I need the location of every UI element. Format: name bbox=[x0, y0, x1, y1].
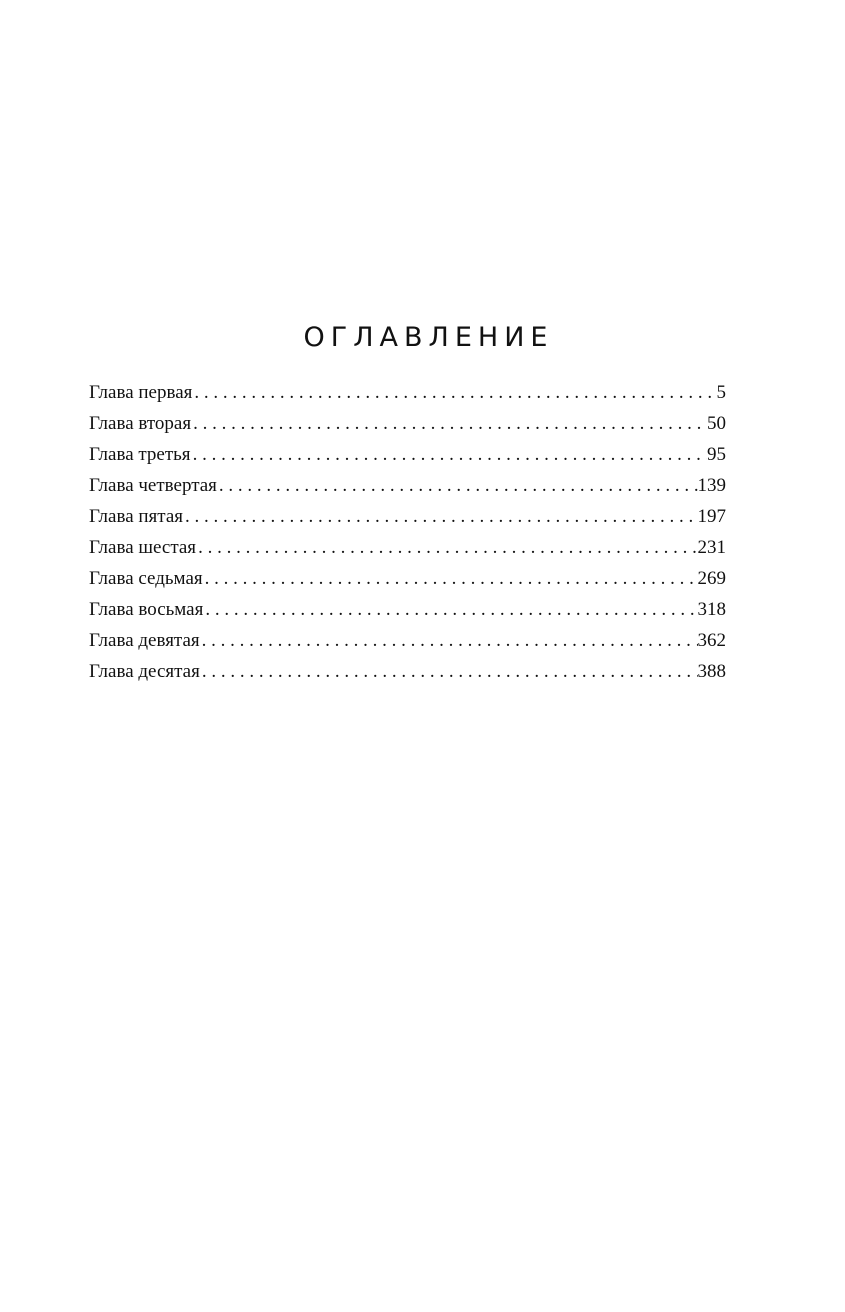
toc-entry-1 bbox=[89, 377, 726, 408]
toc-entry-5 bbox=[89, 501, 726, 532]
toc-entry-6 bbox=[89, 532, 726, 563]
toc-entry-label: Глава шестая bbox=[89, 532, 196, 563]
toc-entry-page: 5 bbox=[717, 377, 727, 408]
dot-leader bbox=[192, 377, 716, 408]
toc-entry-page: 269 bbox=[698, 563, 727, 594]
toc-entry-3 bbox=[89, 439, 726, 470]
toc-entry-label: Глава третья bbox=[89, 439, 191, 470]
toc-entry-label: Глава пятая bbox=[89, 501, 183, 532]
toc-entry-label: Глава девятая bbox=[89, 625, 200, 656]
toc-entry-page: 388 bbox=[698, 656, 727, 687]
dot-leader bbox=[200, 656, 698, 687]
dot-leader bbox=[191, 439, 707, 470]
dot-leader bbox=[200, 625, 698, 656]
toc-entry-10 bbox=[89, 656, 726, 687]
toc-entry-label: Глава четвертая bbox=[89, 470, 217, 501]
toc-entry-page: 318 bbox=[698, 594, 727, 625]
toc-entry-page: 95 bbox=[707, 439, 726, 470]
dot-leader bbox=[191, 408, 707, 439]
toc-entry-label: Глава вторая bbox=[89, 408, 191, 439]
toc-entry-page: 231 bbox=[698, 532, 727, 563]
toc-entry-8 bbox=[89, 594, 726, 625]
dot-leader bbox=[203, 594, 697, 625]
toc-entry-label: Глава первая bbox=[89, 377, 192, 408]
toc-entry-9 bbox=[89, 625, 726, 656]
toc-entry-2 bbox=[89, 408, 726, 439]
toc-entry-page: 362 bbox=[698, 625, 727, 656]
toc-entry-4 bbox=[89, 470, 726, 501]
toc-entry-label: Глава восьмая bbox=[89, 594, 203, 625]
dot-leader bbox=[196, 532, 697, 563]
dot-leader bbox=[183, 501, 698, 532]
toc-entry-7 bbox=[89, 563, 726, 594]
toc-list bbox=[89, 377, 726, 687]
toc-entry-page: 197 bbox=[698, 501, 727, 532]
page-title: ОГЛАВЛЕНИЕ bbox=[303, 322, 554, 353]
toc-entry-label: Глава десятая bbox=[89, 656, 200, 687]
toc-entry-page: 139 bbox=[698, 470, 727, 501]
dot-leader bbox=[217, 470, 698, 501]
toc-entry-label: Глава седьмая bbox=[89, 563, 203, 594]
toc-entry-page: 50 bbox=[707, 408, 726, 439]
dot-leader bbox=[203, 563, 698, 594]
